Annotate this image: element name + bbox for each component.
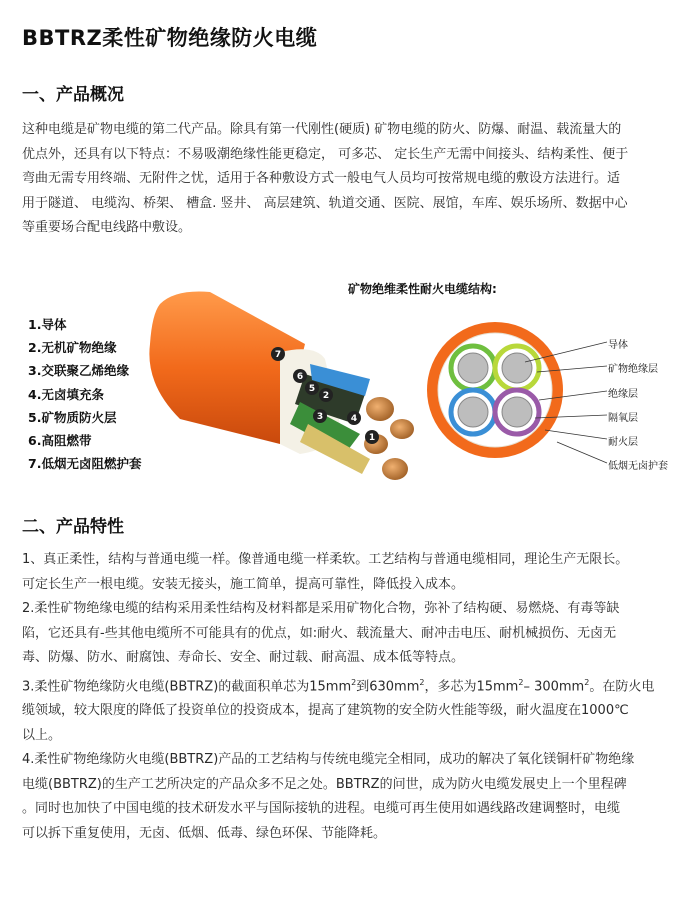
core-bottom-right (495, 390, 539, 434)
legend-item: 2.无机矿物绝缘 (28, 340, 117, 356)
overview-line: 等重要场合配电线路中敷设。 (22, 220, 192, 235)
feature-line: 可定长生产一根电缆。安装无接头，施工简单，提高可靠性，降低投入成本。 (22, 576, 465, 592)
leader-line (557, 442, 607, 463)
text-run: 3.柔性矿物绝缘防火电缆(BBTRZ)的截面积单芯为15mm (22, 678, 352, 694)
text-run: 到630mm (356, 678, 420, 694)
cable-illustration (140, 284, 430, 494)
conductor-end (390, 419, 414, 439)
layer-label: 导体 (608, 340, 628, 351)
overview-line: 用于隧道、 电缆沟、桥架、 槽盒. 竖井、 高层建筑、轨道交通、医院、展馆，车库、娱乐场所、数据中心 (22, 195, 628, 211)
overview-line: 弯曲无需专用终端、无附件之忧，适用于各种敷设方式一般电气人员均可按常规电缆的敷设方法进行。适 (22, 171, 621, 186)
legend-item: 7.低烟无卤阻燃护套 (28, 456, 142, 472)
text-run: 。在防火电 (589, 678, 655, 694)
feature-line: 电缆(BBTRZ)的生产工艺所决定的产品众多不足之处。BBTRZ的问世，成为防火电缆发展史上一个里程碑 (22, 776, 627, 792)
section-heading-features: 二、产品特性 (22, 517, 124, 537)
layer-label: 低烟无卤护套 (608, 461, 668, 473)
legend-item: 4.无卤填充条 (28, 386, 104, 402)
marker-3-label: 3 (316, 412, 324, 422)
marker-2-label: 2 (322, 391, 330, 401)
layer-label: 绝缘层 (608, 388, 638, 400)
page-title: BBTRZ柔性矿物绝缘防火电缆 (22, 26, 318, 50)
legend-item: 1.导体 (28, 317, 67, 332)
legend-item: 5.矿物质防火层 (28, 409, 117, 425)
feature-line: 以上。 (22, 727, 62, 743)
feature-line: 毒、防爆、防水、耐腐蚀、寿命长、安全、耐过载、耐高温、成本低等特点。 (22, 650, 465, 665)
feature-line: 2.柔性矿物绝缘电缆的结构采用柔性结构及材料都是采用矿物化合物，弥补了结构硬、易燃烧、有毒等缺 (22, 601, 620, 616)
feature-line: 4.柔性矿物绝缘防火电缆(BBTRZ)产品的工艺结构与传统电缆完全相同，成功的解决了氧化镁铜杆矿物绝缘 (22, 752, 635, 768)
leader-line (545, 430, 607, 439)
superscript: 2 (351, 677, 357, 687)
marker-6-label: 6 (296, 372, 304, 382)
feature-line: 缆领域，较大限度的降低了投资单位的投资成本，提高了建筑物的安全防火性能等级，耐火温度在1000℃ (22, 703, 629, 719)
marker-1-label: 1 (368, 433, 376, 443)
marker-7-label: 7 (274, 350, 282, 360)
superscript: 2 (518, 677, 524, 687)
core-top-left (451, 346, 495, 390)
feature-line: 可以拆下重复使用，无卤、低烟、低毒、绿色环保、节能降耗。 (22, 825, 387, 841)
text-run: – 300mm (523, 678, 585, 694)
feature-line: 。同时也加快了中国电缆的技术研发水平与国际接轨的进程。电缆可再生使用如遇线路改建调整时，电缆 (22, 801, 621, 817)
layer-label: 耐火层 (608, 437, 638, 449)
conductor-end (382, 458, 408, 480)
overview-paragraph (22, 118, 684, 241)
overview-line: 这种电缆是矿物电缆的第二代产品。除具有第一代刚性(硬质) 矿物电缆的防火、防爆、耐温、载流量大的 (22, 122, 622, 137)
legend-item: 6.高阻燃带 (28, 433, 92, 449)
layer-label: 隔氧层 (608, 412, 638, 424)
core-bottom-left (451, 390, 495, 434)
section-heading-overview: 一、产品概况 (22, 85, 124, 105)
structure-diagram-title: 矿物绝维柔性耐火电缆结构: (348, 282, 497, 296)
conductor-end (366, 397, 394, 421)
marker-4-label: 4 (350, 414, 358, 424)
superscript: 2 (584, 677, 590, 687)
structure-legend (28, 313, 141, 475)
marker-5-label: 5 (308, 384, 316, 394)
inner-area (438, 333, 552, 447)
cross-section-diagram (425, 300, 615, 500)
features-paragraph (22, 548, 684, 846)
text-run: ，多芯为15mm (424, 678, 519, 694)
overview-line: 优点外，还具有以下特点：不易吸潮绝缘性能更稳定， 可多芯、 定长生产无需中间接头、结构柔性、便于 (22, 146, 629, 162)
feature-line-3 (22, 671, 684, 700)
core-top-right (495, 346, 539, 390)
feature-line: 陷，它还具有-些其他电缆所不可能具有的优点，如:耐火、载流量大、耐冲击电压、耐机械损伤、无卤无 (22, 625, 617, 641)
cross-section-labels (608, 334, 668, 480)
legend-item: 3.交联聚乙烯绝缘 (28, 363, 129, 379)
superscript: 2 (419, 677, 425, 687)
feature-line: 1、真正柔性，结构与普通电缆一样。像普通电缆一样柔软。工艺结构与普通电缆相同，理论生产无限长。 (22, 552, 629, 567)
layer-label: 矿物绝缘层 (608, 364, 658, 376)
